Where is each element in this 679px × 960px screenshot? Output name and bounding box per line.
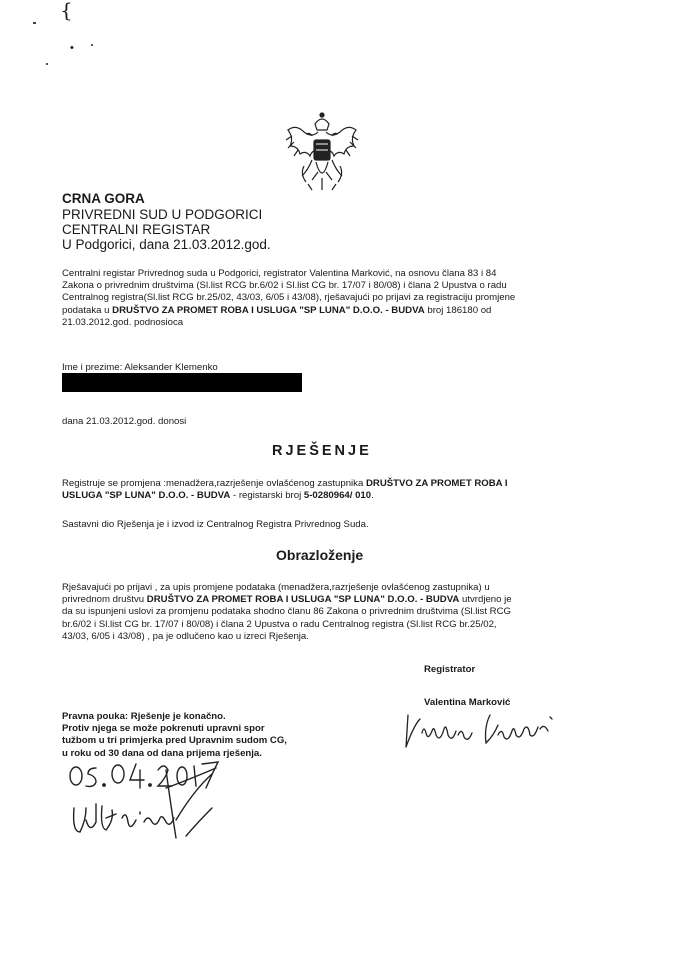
- margin-speck: [33, 22, 36, 24]
- place-date: U Podgorici, dana 21.03.2012.god.: [62, 237, 271, 252]
- decision-date: dana 21.03.2012.god. donosi: [62, 416, 187, 427]
- legal-notice-line: Protiv njega se može pokrenuti upravni spor: [62, 723, 265, 735]
- legal-notice-line: Pravna pouka: Rješenje je konačno.: [62, 711, 226, 722]
- ruling-text: Registruje se promjena :menadžera,razrješenje ovlašćenog zastupnika: [62, 478, 366, 489]
- margin-dot: •: [70, 42, 74, 54]
- ruling-line: [62, 490, 622, 502]
- registration-number: 5-0280964/ 010: [303, 490, 372, 502]
- registrar-title: Registrator: [424, 664, 476, 675]
- intro-line: 21.03.2012.god. podnosioca: [62, 316, 184, 328]
- intro-line: Zakona o privrednim društvima (Sl.list RCG br.6/02 i Sl.list CG br. 17/07 i 80/08) i člana 2 Upustva o radu: [62, 280, 507, 292]
- margin-speck: [46, 63, 48, 65]
- registrar-name: Valentina Marković: [424, 697, 511, 708]
- handwritten-signature: [66, 760, 246, 850]
- intro-line: [62, 305, 622, 317]
- registrar-signature: [398, 705, 563, 755]
- ruling-paragraph: [62, 478, 622, 502]
- intro-text: broj 186180 od: [424, 304, 492, 316]
- company-name: DRUŠTVO ZA PROMET ROBA I USLUGA "SP LUNA" D.O.O. - BUDVA: [146, 594, 460, 606]
- reasoning-title: Obrazloženje: [276, 547, 364, 563]
- intro-line: Centralnog registra(Sl.list RCG br.25/02, 43/03, 6/05 i 43/08), rješavajući po prijavi za registraciju promjene: [62, 292, 516, 304]
- reasoning-line: [62, 594, 622, 606]
- ruling-line: [62, 478, 622, 490]
- integral-part-note: Sastavni dio Rješenja je i izvod iz Centralnog Registra Privrednog Suda.: [62, 519, 369, 530]
- company-name: DRUŠTVO ZA PROMET ROBA I USLUGA "SP LUNA" D.O.O. - BUDVA: [112, 304, 425, 316]
- reasoning-line: 43/03, 6/05 i 43/08) , pa je odlučeno kao u izreci Rješenja.: [62, 630, 309, 642]
- country-heading: CRNA GORA: [62, 191, 145, 206]
- coat-of-arms-emblem: [282, 110, 362, 196]
- intro-paragraph: [62, 268, 622, 329]
- reasoning-line: da su ispunjeni uslovi za promjenu podataka shodno članu 86 Zakona o privrednim društvima (Sl.list RCG: [62, 606, 512, 618]
- company-name: USLUGA "SP LUNA" D.O.O. - BUDVA: [62, 490, 231, 502]
- applicant-name: Ime i prezime: Aleksander Klemenko: [62, 362, 218, 373]
- ruling-text: .: [371, 490, 374, 502]
- reasoning-paragraph: [62, 582, 622, 643]
- legal-notice: [62, 711, 287, 760]
- legal-notice-line: u roku od 30 dana od dana prijema rješenja.: [62, 747, 262, 759]
- company-name: DRUŠTVO ZA PROMET ROBA I: [365, 478, 508, 489]
- court-name: PRIVREDNI SUD U PODGORICI: [62, 207, 263, 222]
- legal-notice-line: tužbom u tri primjerka pred Upravnim sudom CG,: [62, 735, 287, 747]
- intro-text: podataka u: [62, 304, 113, 316]
- ruling-text: - registarski broj: [230, 490, 304, 502]
- reasoning-line: Rješavajući po prijavi , za upis promjene podataka (menadžera,razrješenje ovlašćenog zastupnika) u: [62, 582, 490, 593]
- margin-speck: [91, 44, 93, 46]
- redaction-bar: [62, 373, 302, 392]
- registry-name: CENTRALNI REGISTAR: [62, 222, 211, 237]
- margin-mark: {: [60, 0, 73, 22]
- intro-line: Centralni registar Privrednog suda u Podgorici, registrator Valentina Marković, na osnovu člana 83 i 84: [62, 268, 497, 279]
- reasoning-text: privrednom društvu: [62, 594, 147, 606]
- reasoning-line: br.6/02 i Sl.list CG br. 17/07 i 80/08) i člana 2 Upustva o radu Centralnog registra (Sl.list RCG br.25/02,: [62, 618, 497, 630]
- document-title: RJEŠENJE: [272, 443, 372, 459]
- reasoning-text: utvrdjeno je: [459, 594, 512, 606]
